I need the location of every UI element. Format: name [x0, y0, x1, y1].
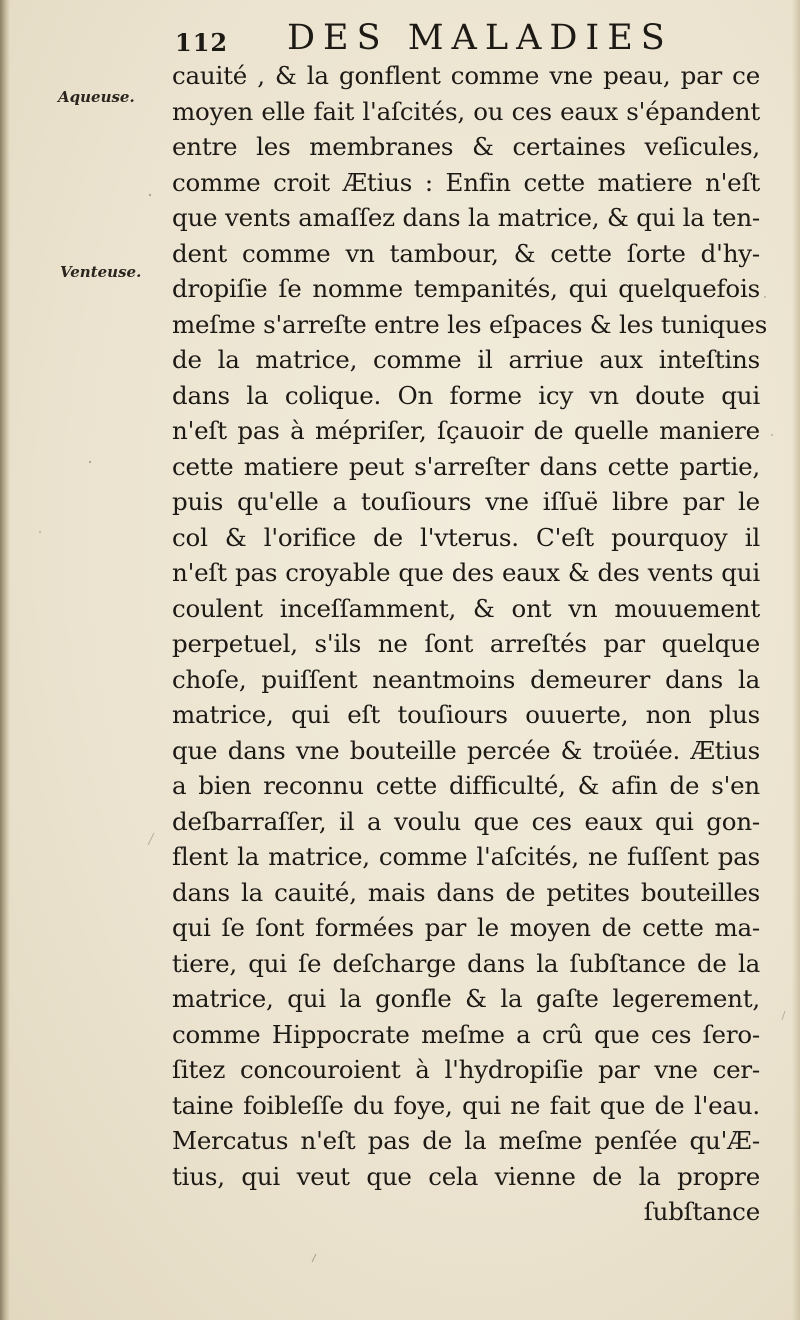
text-line: tius, qui veut que cela vienne de la propre	[172, 1161, 760, 1191]
text-line: dans la cauité, mais dans de petites bouteilles	[172, 877, 760, 907]
text-line: dent comme vn tambour, & cette ſorte d'hy-	[172, 238, 760, 268]
text-line: que dans vne bouteille percée & troüée. Ætius	[172, 735, 760, 765]
text-line: que vents amaſſez dans la matrice, & qui la ten-	[172, 203, 760, 232]
text-line: meſme s'arreſte entre les eſpaces & les tuniques	[172, 309, 768, 339]
text-line: coulent inceſſamment, & ont vn mouuement	[172, 593, 760, 623]
text-line: dans la colique. On forme icy vn doute qui	[172, 380, 760, 410]
text-line: entre les membranes & certaines veſicules,	[172, 132, 760, 161]
page-edge-shadow	[792, 0, 800, 1320]
catchword: ſubſtance	[643, 1197, 760, 1226]
text-line: n'eſt pas croyable que des eaux & des vents qui	[172, 558, 760, 587]
page-number: 112	[175, 28, 229, 57]
marginal-note-venteuse: Venteuse.	[60, 263, 142, 281]
text-line: comme Hippocrate meſme a crû que ces ſero-	[172, 1019, 760, 1049]
text-line: taine foibleſſe du foye, qui ne fait que de l'eau.	[172, 1090, 760, 1120]
page-header	[175, 14, 735, 60]
text-line: a bien reconnu cette difficulté, & afin de s'en	[172, 771, 760, 800]
text-line: Mercatus n'eſt pas de la meſme penſée qu'Æ-	[172, 1126, 760, 1155]
text-line: choſe, puiſſent neantmoins demeurer dans la	[172, 664, 760, 694]
page-binding-shadow	[0, 0, 10, 1320]
text-line: matrice, qui la gonfle & la gaſte legerement,	[172, 984, 760, 1013]
text-line: col & l'orifice de l'vterus. C'eſt pourquoy il	[172, 522, 760, 552]
body-text	[172, 58, 768, 1230]
text-line: flent la matrice, comme l'aſcités, ne fuſſent pas	[172, 842, 760, 871]
text-line: moyen elle fait l'aſcités, ou ces eaux s'épandent	[172, 96, 760, 126]
text-line: de la matrice, comme il arriue aux inteſtins	[172, 345, 760, 374]
text-line: comme croit Ætius : Enfin cette matiere n'eſt	[172, 167, 760, 197]
text-line: qui ſe ſont formées par le moyen de cette ma-	[172, 913, 760, 942]
text-line: dropiſie ſe nomme tempanités, qui quelquefois	[172, 274, 760, 303]
text-line: ſitez concouroient à l'hydropiſie par vne cer-	[172, 1055, 760, 1084]
running-title: DES MALADIES	[287, 18, 673, 58]
text-line: cette matiere peut s'arreſter dans cette partie,	[172, 451, 760, 481]
text-line: perpetuel, s'ils ne ſont arreſtés par quelque	[172, 629, 760, 658]
text-line: matrice, qui eſt touſiours ouuerte, non plus	[172, 700, 760, 729]
text-line: cauité , & la gonflent comme vne peau, par ce	[172, 61, 760, 90]
text-line: puis qu'elle a touſiours vne iſſuë libre par le	[172, 487, 760, 516]
text-line: tiere, qui ſe deſcharge dans la ſubſtance de la	[172, 948, 760, 978]
marginal-note-aqueuse: Aqueuse.	[58, 88, 135, 106]
text-line: n'eſt pas à mépriſer, ſçauoir de quelle maniere	[172, 416, 760, 445]
text-line: deſbarraſſer, il a voulu que ces eaux qui gon-	[172, 806, 760, 836]
